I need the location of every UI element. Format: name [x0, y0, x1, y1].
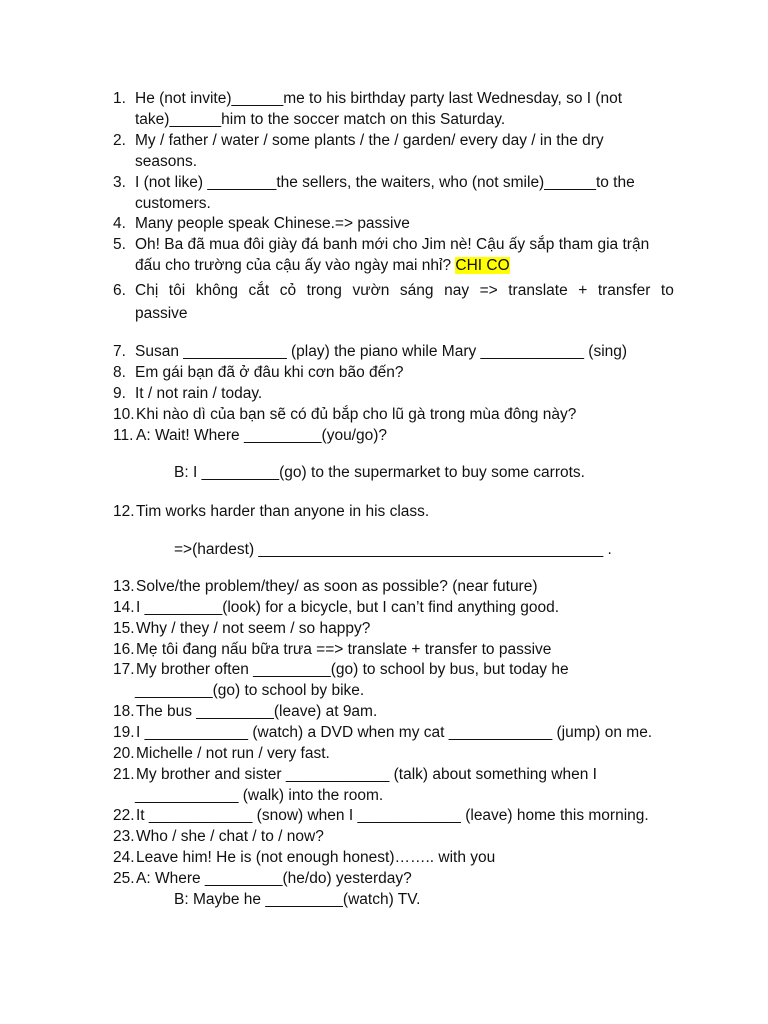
item-number: 1. [113, 90, 126, 107]
item-text-line: I (not like) ________the sellers, the waiters, who (not smile)______to the [135, 174, 635, 191]
word: => [479, 282, 498, 299]
item-text-line: The bus _________(leave) at 9am. [136, 703, 378, 720]
item-text-line: It ____________ (snow) when I ____________ (leave) home this morning. [136, 807, 649, 824]
word: to [660, 282, 674, 299]
item-number: 24. [113, 849, 135, 866]
item-text-line: Leave him! He is (not enough honest)…….. with you [136, 849, 496, 866]
item-number: 13. [113, 578, 135, 595]
word: nay [444, 282, 470, 299]
item-text-line: Mẹ tôi đang nấu bữa trưa ==> translate + transfer to passive [136, 641, 552, 658]
item-text-line: Who / she / chat / to / now? [136, 828, 324, 845]
word: tôi [168, 282, 186, 299]
justified-line [135, 281, 674, 301]
item-text-line: customers. [135, 195, 211, 212]
item-text-line: He (not invite)______me to his birthday party last Wednesday, so I (not [135, 90, 623, 107]
item-number: 14. [113, 599, 135, 616]
item-text-line: _________(go) to school by bike. [135, 682, 365, 699]
item-text-line: Susan ____________ (play) the piano while Mary ____________ (sing) [135, 343, 628, 360]
item-text-line: Oh! Ba đã mua đôi giày đá banh mới cho Jim nè! Cậu ấy sắp tham gia trận [135, 236, 650, 253]
word: translate [508, 282, 568, 299]
item-text-line: I _________(look) for a bicycle, but I can’t find anything good. [136, 599, 560, 616]
item-number: 12. [113, 503, 135, 520]
item-number: 5. [113, 236, 126, 253]
item-subline: =>(hardest) ________________________________________ . [174, 541, 612, 558]
word: sáng [399, 282, 434, 299]
item-subline: B: I _________(go) to the supermarket to buy some carrots. [174, 464, 585, 481]
item-text-line: A: Where _________(he/do) yesterday? [136, 870, 412, 887]
highlighted-note: CHI CO [455, 257, 510, 274]
item-text-line: seasons. [135, 153, 198, 170]
item-text-line: It / not rain / today. [135, 385, 263, 402]
item-text-line: I ____________ (watch) a DVD when my cat ____________ (jump) on me. [136, 724, 653, 741]
item-number: 16. [113, 641, 135, 658]
item-text-line: My / father / water / some plants / the / garden/ every day / in the dry [135, 132, 604, 149]
item-number: 21. [113, 766, 135, 783]
item-number: 22. [113, 807, 135, 824]
word: trong [306, 282, 342, 299]
item-number: 7. [113, 343, 126, 360]
word: Chị [135, 282, 159, 299]
item-text-line: Michelle / not run / very fast. [136, 745, 330, 762]
item-number: 23. [113, 828, 135, 845]
item-number: 20. [113, 745, 135, 762]
item-number: 17. [113, 661, 135, 678]
word: vườn [352, 282, 390, 299]
word: không [195, 282, 238, 299]
item-number: 6. [113, 282, 126, 299]
item-text-line: Em gái bạn đã ở đâu khi cơn bão đến? [135, 364, 404, 381]
item-text-line: My brother often _________(go) to school by bus, but today he [136, 661, 569, 678]
item-text: đấu cho trường của cậu ấy vào ngày mai nhỉ? [135, 257, 456, 274]
word: + [578, 282, 588, 299]
item-number: 9. [113, 385, 126, 402]
item-text-line: take)______him to the soccer match on this Saturday. [135, 111, 506, 128]
item-text-line [135, 256, 510, 276]
item-number: 25. [113, 870, 135, 887]
item-subline: B: Maybe he _________(watch) TV. [174, 891, 421, 908]
item-number: 2. [113, 132, 126, 149]
item-text-line: My brother and sister ____________ (talk) about something when I [136, 766, 597, 783]
item-number: 3. [113, 174, 126, 191]
item-text-line: Khi nào dì của bạn sẽ có đủ bắp cho lũ gà trong mùa đông này? [136, 406, 577, 423]
word: cắt [248, 282, 270, 299]
item-text-line: Why / they / not seem / so happy? [136, 620, 371, 637]
item-text-line: Solve/the problem/they/ as soon as possible? (near future) [136, 578, 538, 595]
item-text-line: passive [135, 305, 188, 322]
item-number: 11. [113, 427, 134, 444]
item-number: 10. [113, 406, 135, 423]
word: transfer [597, 282, 651, 299]
item-number: 18. [113, 703, 135, 720]
item-text-line: A: Wait! Where _________(you/go)? [136, 427, 388, 444]
item-text-line: Tim works harder than anyone in his class. [136, 503, 430, 520]
word: cỏ [279, 282, 297, 299]
item-text-line: Many people speak Chinese.=> passive [135, 215, 410, 232]
item-number: 8. [113, 364, 126, 381]
item-text-line: ____________ (walk) into the room. [135, 787, 384, 804]
item-number: 19. [113, 724, 135, 741]
item-number: 4. [113, 215, 126, 232]
item-number: 15. [113, 620, 135, 637]
